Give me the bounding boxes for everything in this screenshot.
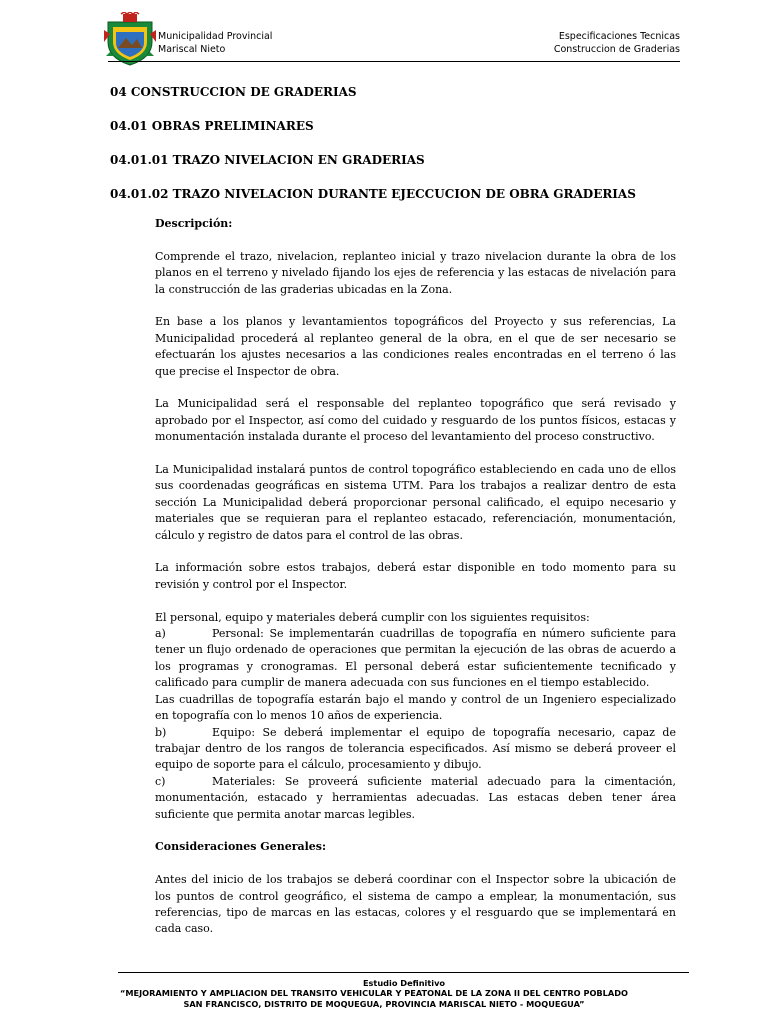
list-item-a-extra: Las cuadrillas de topografía estarán bajo el mando y control de un Ingeniero especializado en topografía con lo menos 10 años de experiencia.	[155, 692, 676, 723]
consideraciones-label: Consideraciones Generales:	[155, 840, 327, 854]
heading-04-01-02: 04.01.02 TRAZO NIVELACION DURANTE EJECCUCION DE OBRA GRADERIAS	[110, 187, 636, 201]
list-text-b: Equipo: Se deberá implementar el equipo de topografía necesario, capaz de trabajar dentro de los rangos de tolerancia especificados. Así mismo se deberá proveer el equipo de soporte para el cálculo, procesamiento y dibujo.	[155, 725, 676, 772]
list-text-c: Materiales: Se proveerá suficiente material adecuado para la cimentación, monumentación, estacado y herramientas adecuadas. Las estacas deben tener área suficiente que permita anotar marcas legibles.	[155, 774, 676, 821]
page-header	[0, 0, 768, 70]
paragraph-5: La información sobre estos trabajos, deberá estar disponible en todo momento para su revisión y control por el Inspector.	[155, 561, 676, 591]
paragraph-1: Comprende el trazo, nivelacion, replanteo inicial y trazo nivelacion durante la obra de los planos en el terreno y nivelado fijando los ejes de referencia y las estacas de nivelación para la construcción de las graderias ubicadas en la Zona.	[155, 249, 676, 296]
municipal-crest-icon	[104, 12, 156, 66]
list-item-c	[155, 774, 676, 823]
header-right-line1: Especificaciones Tecnicas	[558, 31, 680, 42]
paragraph-4: La Municipalidad instalará puntos de control topográfico estableciendo en cada uno de ellos sus coordenadas geográficas en sistema UTM. Para los trabajos a realizar dentro de esta sección La Municipalidad deberá proporcionar personal calificado, el equipo necesario y materiales que se requieran para el replanteo estacado, referenciación, monumentación, cálculo y registro de datos para el control de las obras.	[155, 463, 676, 542]
list-label-a: a)	[155, 627, 166, 641]
paragraph-7: Antes del inicio de los trabajos se deberá coordinar con el Inspector sobre la ubicación de los puntos de control geográfico, el sistema de campo a emplear, la monumentación, sus referencias, tipo de marcas en las estacas, colores y el resguardo que se implementará en cada caso.	[155, 873, 676, 936]
list-text-a: Personal: Se implementarán cuadrillas de topografía en número suficiente para tener un flujo ordenado de operaciones que permitan la ejecución de las obras de acuerdo a los programas y cronogramas. El personal deberá estar suficientemente tecnificado y calificado para cumplir de manera adecuada con sus funciones en el tiempo establecido.	[155, 627, 676, 690]
footer-divider	[118, 972, 689, 973]
section-body	[155, 216, 676, 938]
list-item-a	[155, 626, 676, 692]
header-institution	[158, 31, 272, 56]
header-document-info	[554, 31, 680, 56]
page-footer	[0, 978, 768, 1009]
paragraph-2: En base a los planos y levantamientos topográficos del Proyecto y sus referencias, La Municipalidad procederá al replanteo general de la obra, en el que de ser necesario se efectuarán los ajustes necesarios a las condiciones reales encontradas en el terreno ó las que precise el Inspector de obra.	[155, 315, 676, 378]
descripcion-label: Descripción:	[155, 217, 233, 230]
footer-line2: “MEJORAMIENTO Y AMPLIACION DEL TRANSITO VEHICULAR Y PEATONAL DE LA ZONA II DEL CENTRO POBLADO	[120, 988, 628, 999]
list-label-c: c)	[155, 774, 166, 788]
list-label-b: b)	[155, 725, 167, 739]
header-left-line1: Municipalidad Provincial	[158, 31, 273, 42]
paragraph-3: La Municipalidad será el responsable del replanteo topográfico que será revisado y aprobado por el Inspector, así como del cuidado y resguardo de los puntos físicos, estacas y monumentación instalada durante el proceso del levantamiento del proceso constructivo.	[155, 397, 676, 444]
paragraph-6: El personal, equipo y materiales deberá cumplir con los siguientes requisitos:	[155, 610, 590, 624]
document-body	[110, 84, 676, 954]
header-left-line2: Mariscal Nieto	[158, 43, 226, 55]
header-divider	[108, 61, 680, 62]
footer-line3: SAN FRANCISCO, DISTRITO DE MOQUEGUA, PROVINCIA MARISCAL NIETO - MOQUEGUA”	[183, 998, 585, 1009]
list-item-b	[155, 725, 676, 774]
heading-04-01-01: 04.01.01 TRAZO NIVELACION EN GRADERIAS	[110, 153, 425, 167]
heading-04: 04 CONSTRUCCION DE GRADERIAS	[110, 85, 357, 99]
header-right-line2: Construccion de Graderias	[553, 43, 680, 55]
heading-04-01: 04.01 OBRAS PRELIMINARES	[110, 119, 314, 133]
footer-line1: Estudio Definitivo	[362, 978, 446, 988]
